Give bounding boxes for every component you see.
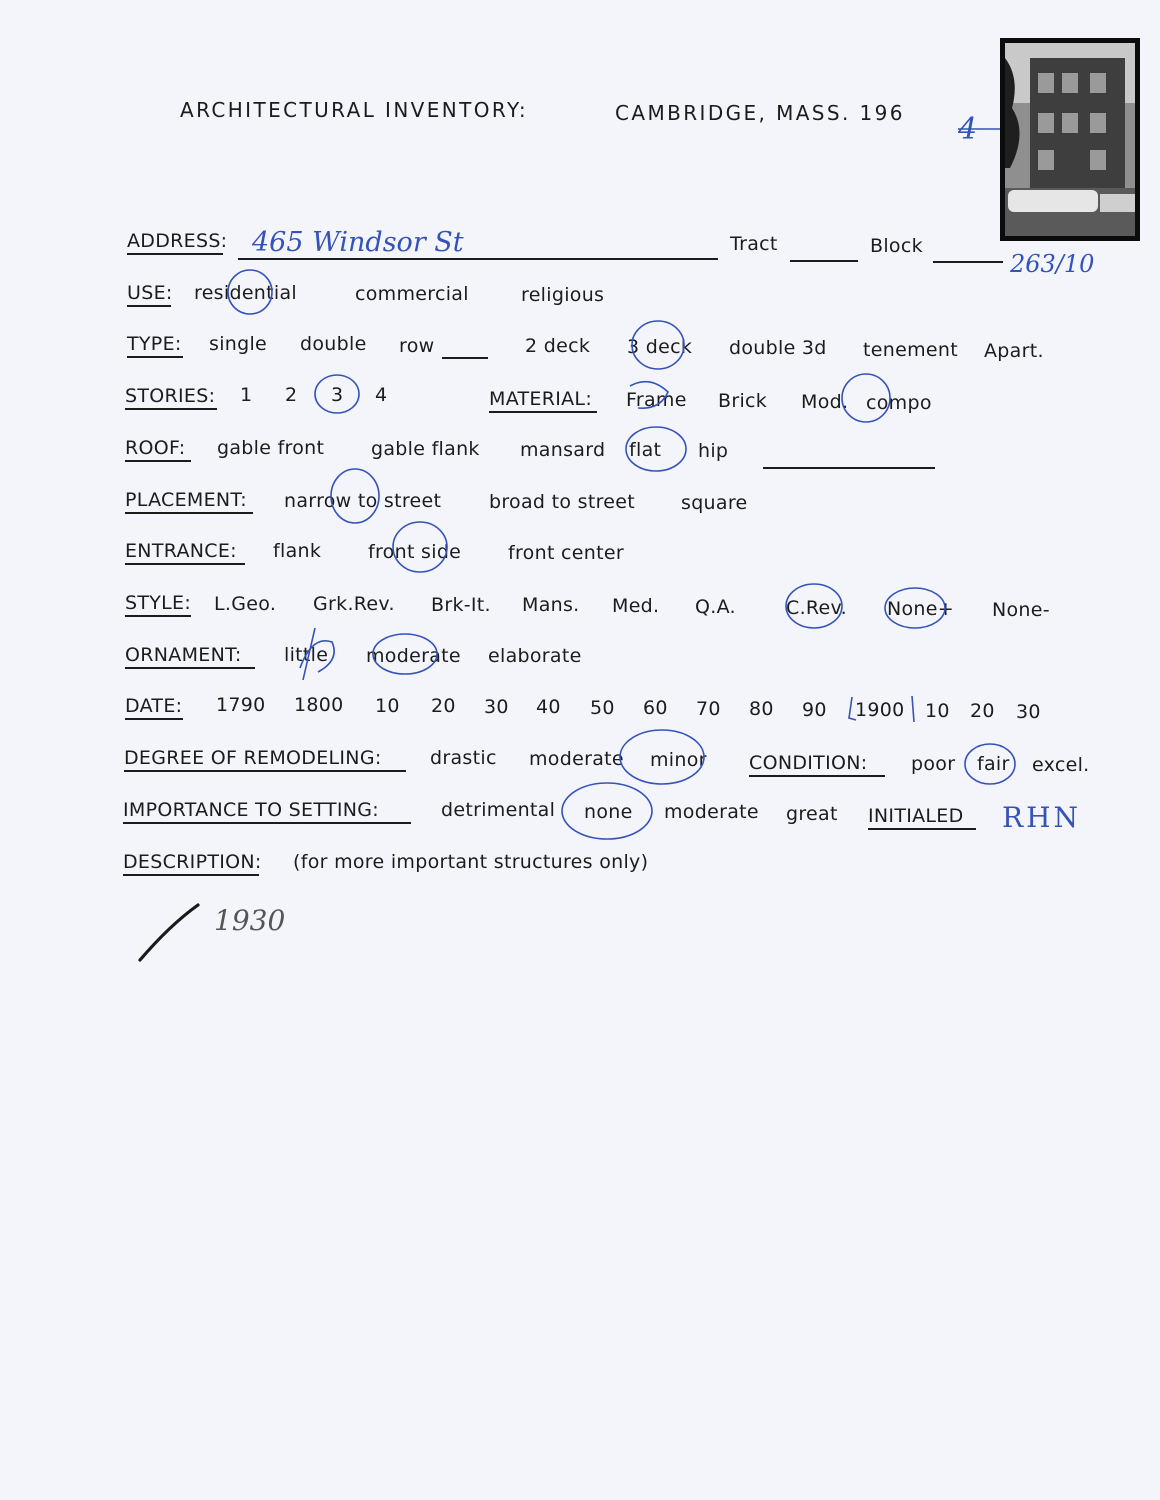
date-option: 20 [970,700,995,722]
circle-mark-residential [228,270,272,314]
block-value: 263/10 [1010,250,1095,278]
circle-mark-compo [842,374,890,422]
circle-mark-none-plus [885,588,945,628]
importance-label: IMPORTANCE TO SETTING: [123,799,379,821]
circle-mark-c-rev [786,584,842,628]
date-option: 1900 [855,699,905,721]
roof-option: flat [629,439,662,461]
stories-label: STORIES: [125,385,216,407]
date-option: 50 [590,697,615,719]
style-option: Mans. [522,594,580,616]
address-label: ADDRESS: [127,230,228,252]
style-option: C.Rev. [786,597,847,619]
date-option: 10 [925,700,950,722]
date-option: 20 [431,695,456,717]
material-option: Mod. [801,391,849,413]
ornament-label: ORNAMENT: [125,644,242,666]
stories-option: 3 [331,384,344,406]
initialed-value: RHN [1002,801,1081,834]
type-option: 3 deck [627,336,693,358]
form-title: ARCHITECTURAL INVENTORY: [180,98,529,122]
form-location: CAMBRIDGE, MASS. 196 [615,101,905,125]
description-note: (for more important structures only) [293,851,649,873]
remodeling-option: minor [650,749,707,771]
entrance-option: front center [508,542,624,564]
use-option: residential [194,282,298,304]
circle-mark-moderate [373,634,437,674]
date-option: 60 [643,697,668,719]
use-option: commercial [355,283,469,305]
type-option: tenement [863,339,958,361]
importance-option: great [786,803,838,825]
address-value: 465 Windsor St [252,227,464,258]
ornament-option: moderate [366,645,461,667]
importance-option: none [584,801,633,823]
date-label: DATE: [125,695,183,717]
stories-option: 2 [285,384,298,406]
material-option: Frame [626,389,687,411]
type-option: single [209,333,268,355]
year-digit: 4 [958,112,978,147]
roof-label: ROOF: [125,437,186,459]
entrance-option: front side [368,541,462,563]
stories-option: 4 [375,384,388,406]
roof-option: hip [698,440,729,462]
condition-option: excel. [1032,754,1090,776]
circle-mark-stories-3 [315,375,359,413]
circle-mark-fair [965,744,1015,784]
placement-option: broad to street [489,491,636,513]
date-option: 1800 [294,694,344,716]
bracket-mark-1900 [849,696,914,722]
type-option: double 3d [729,337,827,359]
use-label: USE: [127,282,173,304]
roof-option: mansard [520,439,606,461]
style-option: Grk.Rev. [313,593,395,615]
circle-mark-minor [620,730,704,784]
style-option: Q.A. [695,596,736,618]
date-option: 40 [536,696,561,718]
entrance-option: flank [273,540,322,562]
style-option: Med. [612,595,660,617]
type-option: double [300,333,367,355]
check-mark-little [300,628,334,680]
remodeling-option: moderate [529,748,624,770]
entrance-label: ENTRANCE: [125,540,237,562]
material-option: compo [866,392,932,414]
importance-option: moderate [664,801,759,823]
material-label: MATERIAL: [489,388,593,410]
handwritten-slash [140,905,198,960]
ornament-option: elaborate [488,645,582,667]
circle-mark-flat [626,427,686,471]
tract-label: Tract [730,233,778,255]
date-option: 80 [749,698,774,720]
type-option: 2 deck [525,335,591,357]
style-label: STYLE: [125,592,192,614]
remodeling-label: DEGREE OF REMODELING: [124,747,382,769]
date-option: 10 [375,695,400,717]
type-option: row [399,335,435,357]
circle-mark-3-deck [632,321,684,369]
condition-label: CONDITION: [749,752,868,774]
roof-option: gable flank [371,438,480,460]
placement-option: narrow to street [284,490,442,512]
placement-option: square [681,492,748,514]
block-label: Block [870,235,923,257]
date-option: 1790 [216,694,266,716]
date-option: 30 [1016,701,1041,723]
remodeling-option: drastic [430,747,497,769]
circle-mark-front-side [393,522,447,572]
style-option: L.Geo. [214,593,277,615]
type-label: TYPE: [127,333,182,355]
initialed-label: INITIALED [868,805,964,827]
date-option: 30 [484,696,509,718]
use-option: religious [521,284,605,306]
style-option: None+ [887,598,954,620]
material-option: Brick [718,390,768,412]
style-option: None- [992,599,1050,621]
roof-option: gable front [217,437,325,459]
stories-option: 1 [240,384,253,406]
placement-label: PLACEMENT: [125,489,247,511]
condition-option: fair [977,753,1010,775]
date-option: 70 [696,698,721,720]
condition-option: poor [911,753,956,775]
description-handwritten-year: 1930 [214,904,286,937]
check-mark-frame [630,382,668,409]
circle-mark-narrow [331,469,379,523]
date-option: 90 [802,699,827,721]
importance-option: detrimental [441,799,556,821]
style-option: Brk-It. [431,594,491,616]
ornament-option: little [284,644,329,666]
type-option: Apart. [984,340,1044,362]
description-label: DESCRIPTION: [123,851,262,873]
circle-mark-none [562,783,652,839]
